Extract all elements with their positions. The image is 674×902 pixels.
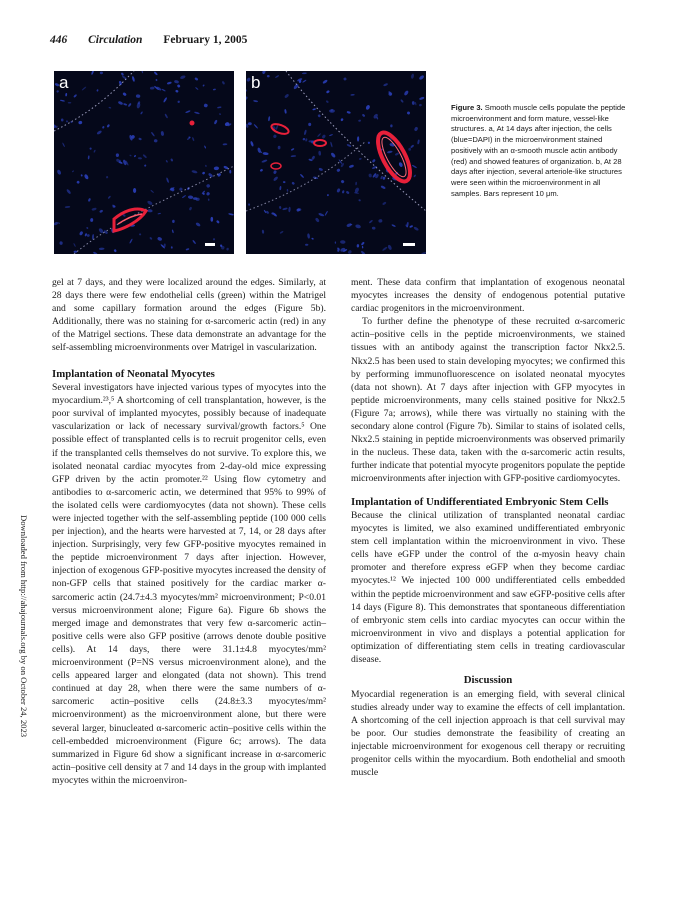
nucleus-mark [154, 139, 158, 143]
nucleus-mark [347, 250, 352, 254]
section-heading-neonatal-myocytes: Implantation of Neonatal Myocytes [52, 367, 215, 380]
nucleus-mark [154, 71, 159, 76]
nucleus-mark [161, 131, 165, 136]
nucleus-mark [367, 141, 370, 144]
nucleus-mark [138, 137, 142, 140]
journal-name: Circulation [88, 34, 143, 46]
nucleus-mark [312, 108, 316, 110]
nucleus-mark [213, 88, 216, 90]
nucleus-mark [307, 233, 310, 239]
nucleus-mark [327, 194, 329, 196]
nucleus-mark [359, 158, 362, 161]
nucleus-mark [91, 207, 96, 211]
nucleus-mark [278, 146, 281, 150]
nucleus-mark [346, 111, 350, 114]
nucleus-mark [387, 150, 393, 153]
nucleus-mark [407, 111, 411, 115]
nucleus-mark [355, 224, 361, 229]
nucleus-mark [100, 71, 103, 74]
nucleus-mark [311, 238, 314, 240]
nucleus-mark [214, 120, 218, 125]
nucleus-mark [214, 166, 219, 170]
nucleus-mark [180, 75, 186, 80]
nucleus-mark [182, 195, 187, 199]
nucleus-mark [60, 99, 65, 101]
nucleus-mark [186, 248, 190, 251]
nucleus-mark [262, 230, 265, 234]
nucleus-mark [122, 92, 127, 97]
nucleus-mark [216, 220, 220, 224]
nucleus-mark [132, 76, 136, 82]
nucleus-mark [170, 158, 173, 162]
nucleus-mark [219, 113, 221, 115]
nucleus-mark [279, 186, 281, 190]
nucleus-mark [357, 136, 359, 141]
nucleus-mark [174, 80, 179, 84]
nucleus-mark [73, 94, 77, 98]
nucleus-mark [336, 188, 340, 193]
nucleus-mark [412, 164, 418, 168]
nucleus-mark [138, 157, 142, 159]
nucleus-mark [283, 181, 286, 183]
nucleus-mark [66, 189, 72, 195]
nucleus-mark [222, 81, 226, 85]
nucleus-mark [382, 246, 388, 251]
nucleus-mark [403, 90, 409, 96]
nucleus-mark [134, 155, 137, 158]
nucleus-mark [419, 96, 425, 100]
nucleus-mark [282, 207, 288, 210]
nucleus-mark [361, 241, 365, 245]
nucleus-mark [253, 100, 258, 103]
nucleus-mark [157, 236, 163, 241]
panel-b-label: b [251, 73, 261, 92]
nucleus-mark [284, 109, 287, 114]
nucleus-mark [106, 124, 110, 128]
nucleus-mark [322, 79, 328, 84]
nucleus-mark [68, 102, 72, 103]
nucleus-mark [91, 71, 94, 75]
nucleus-mark [248, 203, 250, 206]
page-number: 446 [50, 34, 68, 46]
nucleus-mark [59, 241, 63, 245]
nucleus-mark [165, 160, 168, 163]
caption-text: Smooth muscle cells populate the peptide microenvironment and form mature, vessel-like structures. a, At 14 days after injection, the cells (blue=DAPI) in the microenvironment stained positively with an α-smooth muscle actin antibody (red) and showed features of organization. b, At 28 days after injection, several arteriole-like structures were seen within the microenvironment in all samples. Bars represent 10 μm. [451, 103, 626, 198]
nucleus-mark [202, 84, 205, 87]
right-paragraph-1: ment. These data confirm that implantation of exogenous neonatal myocytes increases the density of endogenous potential putative cardiac progenitors in the microenvironment. [351, 277, 625, 315]
nucleus-mark [84, 233, 87, 237]
nucleus-mark [157, 213, 161, 215]
nucleus-mark [340, 163, 344, 168]
nucleus-mark [191, 170, 197, 174]
nucleus-mark [378, 219, 383, 223]
nucleus-mark [305, 138, 308, 142]
nucleus-mark [349, 164, 355, 168]
nucleus-mark [398, 162, 403, 168]
nucleus-mark [326, 100, 330, 103]
nucleus-mark [66, 120, 68, 122]
nucleus-mark [72, 170, 74, 172]
micrograph-b [246, 71, 426, 254]
nucleus-mark [418, 74, 424, 80]
nucleus-mark [302, 72, 307, 74]
nucleus-mark [65, 93, 67, 97]
left-column [52, 276, 326, 787]
nucleus-mark [302, 79, 307, 83]
right-paragraph-2: To further define the phenotype of these recruited α-sarcomeric actin–positive cells in the peptide microenvironments, we stained tissues with an antibody against the transcription factor Nkx2.5. Nkx2.5 has been used to stain developing myocytes; we confirmed this by performing immunofluorescence on isolated neonatal myocytes (data not shown). At 7 days after injection with GFP myocytes in peptide microenvironments, many cells stained positive for Nkx2.5 (Figure 7a; arrows), while there was virtually no staining with the secondary alone control (Figure 7b). Similar to stains of isolated cells, Nkx2.5 staining in peptide microenvironments was observed primarily in the nucleus. These data, taken with the α-sarcomeric actin results, further indicate that potential myocyte progenitors populate the peptide microenvironments after injection with GFP-positive cardiomyocytes. [351, 316, 625, 485]
nucleus-mark [335, 241, 336, 243]
nucleus-mark [317, 133, 321, 137]
nucleus-mark [118, 101, 124, 106]
nucleus-mark [321, 134, 326, 139]
nucleus-mark [318, 151, 321, 156]
nucleus-mark [194, 77, 198, 81]
left-paragraph-2: Several investigators have injected various types of myocytes into the myocardium.²³,⁵ A shortcoming of cell transplantation, however, is the poor survival of implanted myocytes, possibly because of inadequate vascularization or lack of necessary survival/growth factors.⁵ One possible effect of transplanted cells is to recruit progenitor cells, even if the transplanted cells themselves do not survive. To explore this, we isolated neonatal cardiac myocytes from 2-day-old mice expressing GFP driven by the actin promoter.²² Using flow cytometry and antibodies to α-sarcomeric actin, we determined that 95% to 99% of the isolated cells were cardiomyocytes (data not shown). These cells were injected together with the self-assembling peptide (100 000 cells per injection), and the hearts were harvested at 7, 14, or 28 days after injection. Surprisingly, very few GFP-positive myocytes remained in the peptide microenvironment 7 days after injection. However, injection of exogenous GFP-positive myocytes increased the density of non-GFP cells that stained positively for the cardiac marker α-sarcomeric actin (24.7±4.3 myocytes/mm² microenvironment; P<0.01 versus microenvironment alone; Figure 6a). Figure 6b shows the merged image and demonstrates that very few α-sarcomeric actin–positive cells were also GFP positive (arrows denote double positive cells). At 14 days, there were 31.1±4.8 myocytes/mm² microenvironment (P=NS versus microenvironment alone), and the cells appeared larger and elongated (data not shown). This trend continued at day 28, when there were the same numbers of α-sarcomeric actin–positive cells (24.8±3.3 myocytes/mm² microenvironment) as the microenvironment alone, but there were several larger, binucleated α-sarcomeric actin–positive cells within the cell-embedded microenvironment (Figure 6c; arrows). The data summarized in Figure 6d show a significant increase in α-sarcomeric actin–positive cell density at 7 and 14 days in the group with implanted myocytes within the microenviron- [52, 382, 326, 786]
nucleus-mark [167, 81, 172, 85]
nucleus-mark [304, 130, 307, 136]
nucleus-mark [76, 180, 80, 184]
nucleus-mark [139, 233, 141, 235]
nucleus-mark [172, 220, 175, 223]
nucleus-mark [382, 201, 387, 205]
nucleus-mark [177, 101, 179, 103]
nucleus-mark [123, 103, 127, 106]
nucleus-mark [116, 153, 119, 157]
nucleus-mark [358, 119, 361, 122]
nucleus-mark [340, 247, 346, 252]
nucleus-mark [357, 244, 360, 248]
nucleus-mark [208, 198, 210, 201]
nucleus-mark [288, 207, 291, 213]
nucleus-mark [133, 188, 136, 193]
nucleus-mark [362, 114, 366, 118]
nucleus-mark [368, 173, 372, 177]
nucleus-mark [90, 218, 93, 222]
issue-date: February 1, 2005 [163, 34, 248, 46]
nucleus-mark [79, 231, 84, 236]
nucleus-mark [202, 171, 206, 175]
caption-title: Figure 3. [451, 103, 483, 112]
nucleus-mark [144, 164, 147, 167]
nucleus-mark [380, 185, 386, 189]
nucleus-mark [99, 247, 105, 250]
nucleus-mark [58, 222, 61, 224]
nucleus-mark [74, 251, 78, 253]
nucleus-mark [195, 222, 201, 227]
nucleus-mark [56, 169, 61, 175]
nucleus-mark [73, 243, 76, 247]
nucleus-mark [151, 132, 155, 137]
nucleus-mark [305, 244, 309, 246]
nucleus-mark [342, 190, 345, 194]
nucleus-mark [408, 148, 411, 151]
nucleus-mark [317, 114, 321, 118]
nucleus-mark [217, 106, 222, 108]
nucleus-mark [291, 148, 295, 151]
nucleus-mark [360, 250, 366, 254]
nucleus-mark [96, 89, 98, 92]
nucleus-mark [204, 145, 206, 148]
nucleus-mark [217, 173, 222, 178]
nucleus-mark [350, 94, 354, 96]
left-paragraph-1: gel at 7 days, and they were localized around the edges. Similarly, at 28 days there were few endothelial cells (green) within the Matrigel and some capillary formation around the edges (Figure 5b). Additionally, there was no staining for α-sarcomeric actin (red) in any of the Matrigel sections. These data demonstrate an advantage for the self-assembling microenvironments over Matrigel in vascularization. [52, 277, 326, 354]
download-note [17, 515, 31, 738]
nucleus-mark [382, 176, 386, 180]
nucleus-mark [413, 174, 416, 177]
nucleus-mark [185, 110, 191, 113]
nucleus-mark [284, 93, 289, 98]
nucleus-mark [279, 206, 281, 209]
nucleus-mark [340, 118, 344, 122]
nucleus-mark [414, 126, 419, 131]
nucleus-mark [412, 101, 415, 105]
nucleus-mark [128, 103, 132, 108]
nucleus-mark [136, 94, 141, 98]
nucleus-mark [108, 107, 111, 109]
nucleus-mark [308, 123, 311, 126]
nucleus-mark [106, 176, 109, 179]
nucleus-mark [228, 213, 234, 216]
nucleus-mark [275, 75, 280, 78]
nucleus-mark [93, 251, 98, 254]
nucleus-mark [171, 246, 173, 249]
nucleus-mark [54, 221, 58, 225]
nucleus-mark [302, 138, 305, 141]
nucleus-mark [387, 244, 392, 250]
nucleus-mark [268, 116, 271, 121]
nucleus-mark [261, 159, 267, 163]
nucleus-mark [93, 149, 96, 152]
nucleus-mark [89, 147, 91, 149]
nucleus-mark [87, 234, 90, 237]
nucleus-mark [189, 206, 193, 210]
figure-caption [451, 103, 629, 199]
nucleus-mark [291, 155, 297, 157]
download-note-text: Downloaded from http://ahajournals.org by on October 24, 2023 [19, 515, 29, 738]
nucleus-mark [210, 217, 213, 222]
nucleus-mark [250, 141, 254, 147]
nucleus-mark [273, 134, 277, 139]
nucleus-mark [326, 90, 330, 94]
nucleus-mark [192, 240, 196, 245]
section-heading-embryonic-stem-cells: Implantation of Undifferentiated Embryonic Stem Cells [351, 495, 609, 508]
nucleus-mark [253, 124, 258, 129]
nucleus-mark [62, 142, 65, 147]
nucleus-mark [179, 187, 183, 191]
right-paragraph-3: Because the clinical utilization of transplanted neonatal cardiac myocytes is limited, we also examined undifferentiated embryonic stem cell implantation within the microenvironment in vivo. These cells have eGFP under the control of the α-myosin heavy chain promoter and therefore express eGFP when they become cardiac myocytes.¹² We injected 100 000 undifferentiated cells embedded within the peptide microenvironment and saw eGFP-positive cells after 14 days (Figure 8). This demonstrates that spontaneous differentiation of embryonic stem cells into cardiac myocytes can occur within the microenvironment in vivo and displays a potential application for optimization of differentiating stem cells in treating cardiovascular disease. [351, 510, 625, 666]
nucleus-mark [147, 200, 153, 206]
nucleus-mark [324, 211, 328, 216]
nucleus-mark [340, 179, 344, 183]
nucleus-mark [329, 134, 333, 137]
nucleus-mark [88, 198, 91, 202]
nucleus-mark [417, 139, 420, 144]
nucleus-mark [262, 152, 268, 156]
nucleus-mark [275, 125, 278, 131]
running-header [50, 34, 265, 46]
nucleus-mark [267, 75, 270, 78]
nucleus-mark [129, 154, 132, 156]
nucleus-mark [175, 90, 179, 93]
nucleus-mark [65, 206, 71, 208]
nucleus-mark [121, 72, 125, 76]
nucleus-mark [163, 97, 168, 103]
section-heading-discussion: Discussion [463, 674, 513, 687]
nucleus-mark [195, 87, 199, 90]
nucleus-mark [102, 126, 105, 129]
nucleus-mark [248, 122, 252, 125]
nucleus-mark [355, 182, 356, 186]
nucleus-mark [419, 104, 422, 107]
nucleus-mark [300, 174, 305, 179]
nucleus-mark [358, 199, 361, 202]
nucleus-mark [246, 89, 248, 92]
nucleus-mark [340, 240, 346, 244]
nucleus-mark [372, 227, 376, 230]
nucleus-mark [246, 96, 248, 100]
nucleus-mark [206, 184, 211, 189]
nucleus-mark [390, 124, 392, 127]
nucleus-mark [155, 79, 157, 82]
nucleus-mark [96, 130, 102, 135]
nucleus-mark [99, 209, 103, 213]
nucleus-mark [259, 168, 263, 172]
nucleus-mark [142, 154, 147, 159]
nucleus-mark [150, 190, 154, 194]
nucleus-mark [330, 152, 336, 158]
nucleus-mark [409, 225, 413, 228]
nucleus-mark [147, 209, 153, 212]
nucleus-mark [369, 219, 374, 223]
nucleus-mark [164, 113, 168, 118]
nucleus-mark [410, 144, 414, 148]
nucleus-mark [84, 174, 90, 180]
nucleus-mark [330, 142, 333, 148]
nucleus-mark [108, 195, 112, 199]
nucleus-mark [205, 165, 207, 167]
nucleus-mark [411, 73, 415, 79]
nucleus-mark [413, 226, 419, 231]
nucleus-mark [273, 170, 277, 174]
nucleus-mark [223, 143, 228, 145]
nucleus-mark [177, 84, 181, 88]
nucleus-mark [362, 246, 364, 249]
nucleus-mark [315, 217, 320, 222]
nucleus-mark [365, 104, 371, 110]
nucleus-mark [415, 102, 417, 106]
nucleus-mark [421, 252, 426, 254]
nucleus-mark [287, 189, 289, 192]
nucleus-mark [192, 137, 195, 141]
figure-panel-a [54, 71, 234, 254]
nucleus-mark [149, 237, 152, 241]
nucleus-mark [229, 170, 231, 174]
nucleus-mark [188, 195, 194, 199]
nucleus-mark [336, 168, 340, 172]
right-column [351, 276, 625, 779]
nucleus-mark [346, 191, 350, 195]
nucleus-mark [166, 177, 170, 183]
right-paragraph-4: Myocardial regeneration is an emerging field, with several clinical studies already under way to examine the effects of cell implantation. A shortcoming of the cell injection approach is that cell survival may be poor. Our studies demonstrate the feasibility of creating an injectable microenvironment for exogenous cell therapy or recruiting progenitor cells within the myocardium. Both endothelial and smooth muscle [351, 688, 625, 779]
nucleus-mark [150, 86, 155, 89]
nucleus-mark [81, 86, 86, 91]
nucleus-mark [172, 229, 174, 233]
nucleus-mark [273, 176, 279, 182]
nucleus-mark [213, 238, 216, 241]
nucleus-mark [372, 159, 376, 163]
nucleus-mark [383, 83, 388, 87]
nucleus-mark [318, 213, 324, 217]
nucleus-mark [346, 144, 351, 148]
nucleus-mark [194, 111, 200, 114]
nucleus-mark [395, 152, 400, 156]
micrograph-a [54, 71, 234, 254]
nucleus-mark [161, 88, 166, 91]
nucleus-mark [343, 77, 347, 80]
nucleus-mark [61, 118, 64, 121]
nucleus-mark [113, 249, 117, 253]
nucleus-mark [129, 238, 133, 243]
nucleus-mark [262, 71, 266, 74]
nucleus-mark [291, 181, 295, 185]
nucleus-mark [78, 121, 82, 125]
nucleus-mark [140, 111, 143, 115]
nucleus-mark [206, 192, 211, 197]
nucleus-mark [380, 175, 383, 179]
nucleus-mark [279, 231, 283, 234]
nucleus-mark [88, 155, 90, 159]
nucleus-mark [86, 227, 88, 229]
nucleus-mark [400, 99, 404, 103]
panel-a-label: a [59, 73, 69, 92]
nucleus-mark [80, 174, 82, 177]
nucleus-mark [318, 167, 323, 171]
nucleus-mark [141, 71, 143, 73]
figure-panel-b [246, 71, 426, 254]
nucleus-mark [391, 224, 396, 227]
nucleus-mark [346, 223, 352, 228]
nucleus-mark [203, 103, 208, 108]
nucleus-mark [226, 247, 229, 250]
